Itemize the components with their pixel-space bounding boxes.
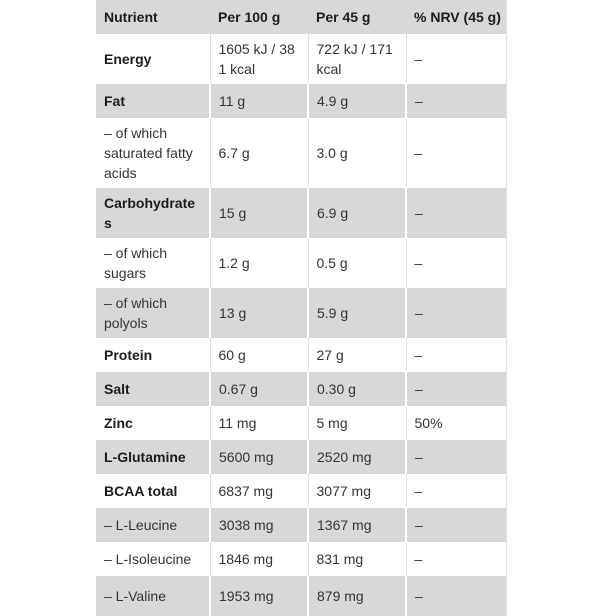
nrv-cell: – xyxy=(406,542,506,576)
per-45g-cell: 1367 mg xyxy=(308,508,406,542)
nutrient-cell: BCAA total xyxy=(96,474,210,508)
per-45g-cell: 0.5 g xyxy=(308,238,406,288)
per-45g-cell: 27 g xyxy=(308,338,406,372)
per-100g-cell: 1953 mg xyxy=(210,576,308,616)
nrv-cell: – xyxy=(406,118,506,188)
nrv-cell: 50% xyxy=(406,406,506,440)
table-row xyxy=(96,34,506,84)
table-row xyxy=(96,372,506,406)
nutrient-cell: – of which saturated fatty acids xyxy=(96,118,210,188)
nutrient-cell: – of which polyols xyxy=(96,288,210,338)
per-100g-cell: 1605 kJ / 381 kcal xyxy=(210,34,308,84)
nutrient-cell: L-Glutamine xyxy=(96,440,210,474)
nrv-cell: – xyxy=(406,440,506,474)
nutrient-cell: – L-Leucine xyxy=(96,508,210,542)
table-row xyxy=(96,440,506,474)
nrv-cell: – xyxy=(406,338,506,372)
table-row xyxy=(96,238,506,288)
nrv-cell: – xyxy=(406,474,506,508)
table-row xyxy=(96,508,506,542)
per-100g-cell: 11 g xyxy=(210,84,308,118)
per-45g-cell: 6.9 g xyxy=(308,188,406,238)
nutrient-cell: Salt xyxy=(96,372,210,406)
per-100g-cell: 0.67 g xyxy=(210,372,308,406)
per-100g-cell: 1846 mg xyxy=(210,542,308,576)
nutrient-cell: Energy xyxy=(96,34,210,84)
nrv-cell: – xyxy=(406,238,506,288)
nutrient-cell: Fat xyxy=(96,84,210,118)
per-45g-cell: 4.9 g xyxy=(308,84,406,118)
nutrient-cell: Carbohydrates xyxy=(96,188,210,238)
table-row xyxy=(96,288,506,338)
column-header-per-45g: Per 45 g xyxy=(308,0,406,34)
per-100g-cell: 5600 mg xyxy=(210,440,308,474)
nutrient-cell: – L-Isoleucine xyxy=(96,542,210,576)
per-45g-cell: 722 kJ / 171 kcal xyxy=(308,34,406,84)
table-row xyxy=(96,474,506,508)
table-row xyxy=(96,188,506,238)
per-100g-cell: 6837 mg xyxy=(210,474,308,508)
nutrition-facts-table xyxy=(96,0,506,616)
column-header-per-100g: Per 100 g xyxy=(210,0,308,34)
nrv-cell: – xyxy=(406,34,506,84)
column-header-nrv: % NRV (45 g) xyxy=(406,0,506,34)
nutrient-cell: – L-Valine xyxy=(96,576,210,616)
per-45g-cell: 5.9 g xyxy=(308,288,406,338)
per-45g-cell: 5 mg xyxy=(308,406,406,440)
per-45g-cell: 0.30 g xyxy=(308,372,406,406)
per-100g-cell: 13 g xyxy=(210,288,308,338)
per-100g-cell: 6.7 g xyxy=(210,118,308,188)
nrv-cell: – xyxy=(406,288,506,338)
nutrient-cell: Zinc xyxy=(96,406,210,440)
nrv-cell: – xyxy=(406,576,506,616)
per-100g-cell: 1.2 g xyxy=(210,238,308,288)
nrv-cell: – xyxy=(406,372,506,406)
nutrition-table-container xyxy=(96,0,506,616)
nrv-cell: – xyxy=(406,188,506,238)
per-45g-cell: 3077 mg xyxy=(308,474,406,508)
per-45g-cell: 3.0 g xyxy=(308,118,406,188)
column-header-nutrient: Nutrient xyxy=(96,0,210,34)
nutrient-cell: – of which sugars xyxy=(96,238,210,288)
nutrient-cell: Protein xyxy=(96,338,210,372)
table-row xyxy=(96,406,506,440)
table-row xyxy=(96,338,506,372)
table-row xyxy=(96,542,506,576)
table-row xyxy=(96,84,506,118)
nrv-cell: – xyxy=(406,84,506,118)
table-body xyxy=(96,34,506,616)
per-100g-cell: 15 g xyxy=(210,188,308,238)
per-45g-cell: 879 mg xyxy=(308,576,406,616)
per-100g-cell: 11 mg xyxy=(210,406,308,440)
nrv-cell: – xyxy=(406,508,506,542)
table-row xyxy=(96,576,506,616)
per-100g-cell: 60 g xyxy=(210,338,308,372)
header-row xyxy=(96,0,506,34)
per-100g-cell: 3038 mg xyxy=(210,508,308,542)
table-row xyxy=(96,118,506,188)
per-45g-cell: 831 mg xyxy=(308,542,406,576)
per-45g-cell: 2520 mg xyxy=(308,440,406,474)
